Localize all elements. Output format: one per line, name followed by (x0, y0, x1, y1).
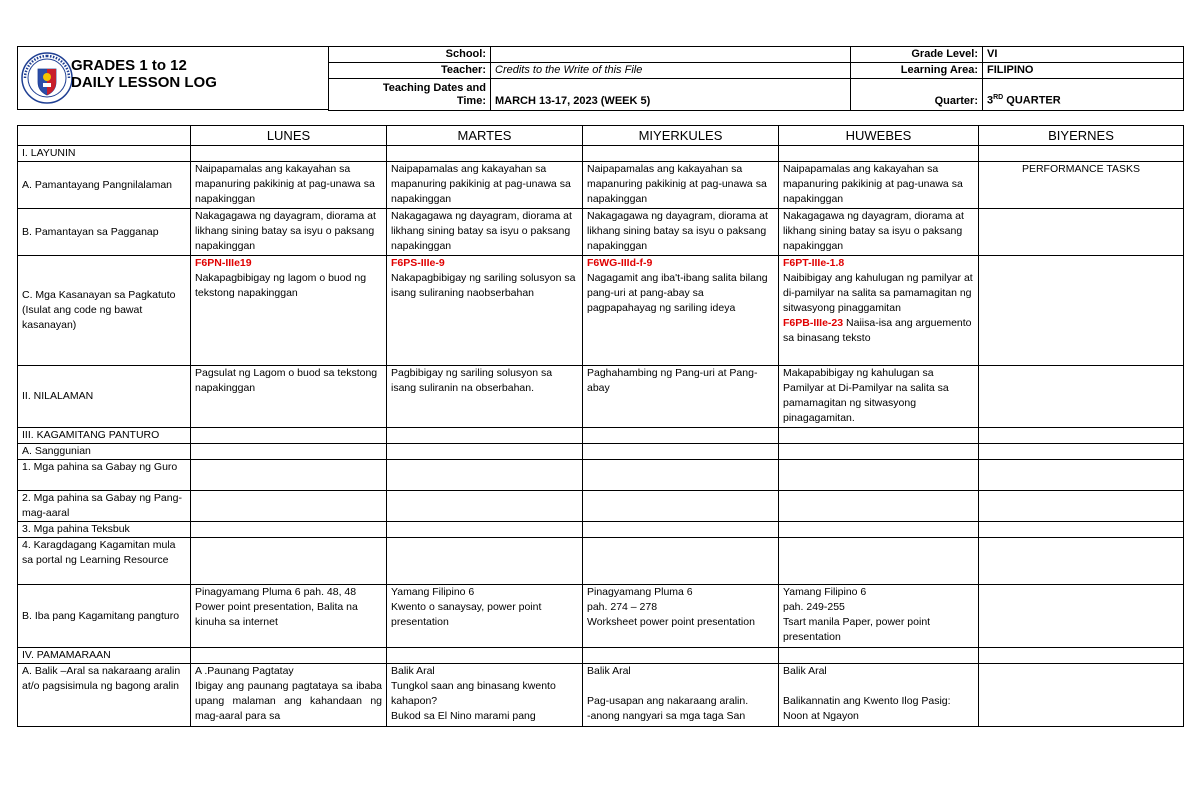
procedure-line: Balik Aral (587, 665, 631, 677)
competency-text: Nagagamit ang iba't-ibang salita bilang pang-uri at pang-abay sa pagpapahayag ng sariling ideya (587, 272, 768, 314)
row-pamantayang-pangnilalaman (18, 162, 1184, 209)
row-balik-aral (18, 664, 1184, 727)
resource-line: pah. 249-255 (783, 601, 845, 613)
row-pamantayan-sa-pagganap (18, 209, 1184, 256)
table-cell (779, 522, 979, 538)
procedure-line: Balikannatin ang Kwento Ilog Pasig: Noon at Ngayon (783, 695, 951, 722)
section-row-pamamaraan (18, 648, 1184, 664)
cell-iba-huwebes (779, 585, 979, 648)
competency-text: Nakapagbibigay ng sariling solusyon sa isang suliraning naobserbahan (391, 272, 576, 299)
table-cell (583, 648, 779, 664)
resource-line: Worksheet power point presentation (587, 616, 755, 628)
row-label-teksbuk: 3. Mga pahina Teksbuk (18, 522, 191, 538)
cell-nilalaman-biyernes (979, 366, 1184, 428)
table-cell (979, 146, 1184, 162)
table-cell (387, 146, 583, 162)
day-header-huwebes: HUWEBES (779, 126, 979, 146)
table-cell (387, 428, 583, 444)
table-cell (583, 522, 779, 538)
cell-b-lunes: Nakagagawa ng dayagram, diorama at likhang sining batay sa isyu o paksang napakinggan (191, 209, 387, 256)
teacher-value[interactable]: Credits to the Write of this File (491, 63, 851, 79)
resource-line: Pinagyamang Pluma 6 (587, 586, 693, 598)
table-cell (779, 648, 979, 664)
grade-level-label: Grade Level: (851, 47, 983, 63)
quarter-number: 3 (987, 95, 994, 107)
cell-nilalaman-miyerkules: Paghahambing ng Pang-uri at Pang-abay (583, 366, 779, 428)
cell-nilalaman-martes: Pagbibigay ng sariling solusyon sa isang suliranin na obserbahan. (387, 366, 583, 428)
row-label-iba-pang-kagamitan: B. Iba pang Kagamitang pangturo (18, 585, 191, 648)
teaching-dates-value[interactable]: MARCH 13-17, 2023 (WEEK 5) (491, 79, 851, 111)
table-cell (779, 491, 979, 522)
resource-line: Power point presentation, Balita na kinuha sa internet (195, 601, 358, 628)
table-cell (779, 460, 979, 491)
cell-iba-biyernes (979, 585, 1184, 648)
day-header-miyerkules: MIYERKULES (583, 126, 779, 146)
teaching-dates-label-line2: Time: (456, 94, 486, 107)
cell-c-huwebes (779, 256, 979, 366)
document-title (71, 57, 217, 91)
competency-code: F6WG-IIId-f-9 (587, 257, 653, 269)
cell-b-biyernes (979, 209, 1184, 256)
resource-line: Yamang Filipino 6 (783, 586, 867, 598)
table-cell (979, 538, 1184, 585)
resource-line: Yamang Filipino 6 (391, 586, 475, 598)
table-cell (387, 444, 583, 460)
section-heading-layunin: I. LAYUNIN (18, 146, 191, 162)
cell-b-miyerkules: Nakagagawa ng dayagram, diorama at likhang sining batay sa isyu o paksang napakinggan (583, 209, 779, 256)
table-cell (979, 491, 1184, 522)
row-label-gabay-guro: 1. Mga pahina sa Gabay ng Guro (18, 460, 191, 491)
table-cell (583, 428, 779, 444)
cell-nilalaman-huwebes: Makapabibigay ng kahulugan sa Pamilyar at Di-Pamilyar na salita sa pamamagitan ng sitwasyong pinagagamitan. (779, 366, 979, 428)
competency-code: F6PN-IIIe19 (195, 257, 252, 269)
resource-line: Tsart manila Paper, power point presentation (783, 616, 931, 643)
table-cell (191, 538, 387, 585)
table-cell (779, 444, 979, 460)
learning-area-label: Learning Area: (851, 63, 983, 79)
row-label-mga-kasanayan: C. Mga Kasanayan sa Pagkatuto (Isulat ang code ng bawat kasanayan) (18, 256, 191, 366)
table-cell (191, 522, 387, 538)
competency-code: F6PT-IIIe-1.8 (783, 257, 845, 269)
cell-a-huwebes: Naipapamalas ang kakayahan sa mapanuring pakikinig at pag-unawa sa napakinggan (779, 162, 979, 209)
cell-balik-huwebes (779, 664, 979, 727)
table-cell (779, 538, 979, 585)
section-heading-kagamitan: III. KAGAMITANG PANTURO (18, 428, 191, 444)
table-cell (583, 538, 779, 585)
quarter-ordinal: RD (993, 94, 1004, 102)
row-karagdagang-kagamitan (18, 538, 1184, 585)
procedure-line: Tungkol saan ang binasang kwento kahapon? (391, 680, 556, 707)
cell-c-biyernes (979, 256, 1184, 366)
row-label-pamantayan-sa-pagganap: B. Pamantayan sa Pagganap (18, 209, 191, 256)
header-info-table (328, 46, 1184, 111)
section-heading-pamamaraan: IV. PAMAMARAAN (18, 648, 191, 664)
cell-c-lunes (191, 256, 387, 366)
procedure-spacer (587, 679, 774, 694)
quarter-value[interactable] (983, 79, 1184, 111)
resource-line: Pinagyamang Pluma 6 pah. 48, 48 (195, 586, 357, 598)
cell-iba-lunes (191, 585, 387, 648)
cell-a-martes: Naipapamalas ang kakayahan sa mapanuring pakikinig at pag-unawa sa napakinggan (387, 162, 583, 209)
procedure-line: Balik Aral (783, 665, 827, 677)
table-cell (779, 428, 979, 444)
table-cell (583, 444, 779, 460)
table-cell (979, 428, 1184, 444)
header-title-block (17, 46, 328, 110)
corner-cell (18, 126, 191, 146)
procedure-spacer (783, 679, 974, 694)
cell-c-miyerkules (583, 256, 779, 366)
resource-line: pah. 274 – 278 (587, 601, 658, 613)
competency-text: Nakapagbibigay ng lagom o buod ng tekstong napakinggan (195, 272, 367, 299)
deped-seal-icon (21, 52, 73, 104)
row-mga-kasanayan (18, 256, 1184, 366)
table-cell (387, 538, 583, 585)
cell-b-martes: Nakagagawa ng dayagram, diorama at likhang sining batay sa isyu o paksang napakinggan (387, 209, 583, 256)
table-cell (979, 522, 1184, 538)
procedure-line: Ibigay ang paunang pagtataya sa ibaba upang malaman ang kahandaan ng mag-aaral para sa (195, 680, 382, 722)
school-label: School: (329, 47, 491, 63)
quarter-word: QUARTER (1003, 95, 1061, 107)
learning-area-value[interactable]: FILIPINO (983, 63, 1184, 79)
competency-text: Naibibigay ang kahulugan ng pamilyar at di-pamilyar na salita sa pamamagitan ng sitwasyong pinaggamitan (783, 272, 973, 314)
cell-c-martes (387, 256, 583, 366)
day-header-biyernes: BIYERNES (979, 126, 1184, 146)
table-cell (191, 460, 387, 491)
row-gabay-guro (18, 460, 1184, 491)
teacher-label: Teacher: (329, 63, 491, 79)
cell-balik-lunes (191, 664, 387, 727)
cell-b-huwebes: Nakagagawa ng dayagram, diorama at likhang sining batay sa isyu o paksang napakinggan (779, 209, 979, 256)
day-header-lunes: LUNES (191, 126, 387, 146)
row-label-sanggunian: A. Sanggunian (18, 444, 191, 460)
cell-balik-martes (387, 664, 583, 727)
table-cell (191, 146, 387, 162)
cell-a-lunes: Naipapamalas ang kakayahan sa mapanuring pakikinig at pag-unawa sa napakinggan (191, 162, 387, 209)
procedure-line: Bukod sa El Nino marami pang (391, 710, 536, 722)
row-label-gabay-mag-aaral: 2. Mga pahina sa Gabay ng Pang-mag-aaral (18, 491, 191, 522)
cell-a-biyernes: PERFORMANCE TASKS (979, 162, 1184, 209)
table-cell (583, 491, 779, 522)
cell-iba-miyerkules (583, 585, 779, 648)
section-heading-nilalaman: II. NILALAMAN (18, 366, 191, 428)
row-sanggunian (18, 444, 1184, 460)
competency-code-2: F6PB-IIIe-23 (783, 317, 844, 329)
grade-level-value[interactable]: VI (983, 47, 1184, 63)
table-cell (979, 460, 1184, 491)
procedure-line: -anong nangyari sa mga taga San (587, 710, 746, 722)
table-cell (583, 146, 779, 162)
row-gabay-mag-aaral (18, 491, 1184, 522)
table-cell (979, 444, 1184, 460)
procedure-line: Pag-usapan ang nakaraang aralin. (587, 695, 749, 707)
competency-text-2: Naiisa-isa ang arguemento sa binasang teksto (783, 317, 972, 344)
lesson-table (17, 125, 1184, 727)
cell-iba-martes (387, 585, 583, 648)
table-cell (191, 444, 387, 460)
cell-a-miyerkules: Naipapamalas ang kakayahan sa mapanuring pakikinig at pag-unawa sa napakinggan (583, 162, 779, 209)
procedure-line: Balik Aral (391, 665, 435, 677)
row-iba-pang-kagamitan (18, 585, 1184, 648)
table-cell (779, 146, 979, 162)
cell-balik-biyernes (979, 664, 1184, 727)
row-label-balik-aral: A. Balik –Aral sa nakaraang aralin at/o pagsisimula ng bagong aralin (18, 664, 191, 727)
school-value[interactable] (491, 47, 851, 63)
resource-line: Kwento o sanaysay, power point presentation (391, 601, 542, 628)
table-cell (387, 491, 583, 522)
teaching-dates-label (329, 79, 491, 111)
table-cell (979, 648, 1184, 664)
section-row-kagamitan (18, 428, 1184, 444)
row-label-pamantayang-pangnilalaman: A. Pamantayang Pangnilalaman (18, 162, 191, 209)
day-header-martes: MARTES (387, 126, 583, 146)
row-label-karagdagang-kagamitan: 4. Karagdagang Kagamitan mula sa portal ng Learning Resource (18, 538, 191, 585)
title-line-1: GRADES 1 to 12 (71, 57, 187, 74)
section-row-layunin (18, 146, 1184, 162)
quarter-label: Quarter: (851, 79, 983, 111)
row-nilalaman (18, 366, 1184, 428)
row-teksbuk (18, 522, 1184, 538)
day-header-row (18, 126, 1184, 146)
table-cell (583, 460, 779, 491)
table-cell (191, 491, 387, 522)
teaching-dates-label-line1: Teaching Dates and (382, 81, 486, 94)
competency-code: F6PS-IIIe-9 (391, 257, 445, 269)
competency-extra (783, 316, 974, 346)
table-cell (387, 460, 583, 491)
procedure-line: A .Paunang Pagtatay (195, 665, 294, 677)
cell-nilalaman-lunes: Pagsulat ng Lagom o buod sa tekstong napakinggan (191, 366, 387, 428)
table-cell (191, 648, 387, 664)
cell-balik-miyerkules (583, 664, 779, 727)
table-cell (387, 648, 583, 664)
title-line-2: DAILY LESSON LOG (71, 74, 217, 91)
table-cell (387, 522, 583, 538)
table-cell (191, 428, 387, 444)
